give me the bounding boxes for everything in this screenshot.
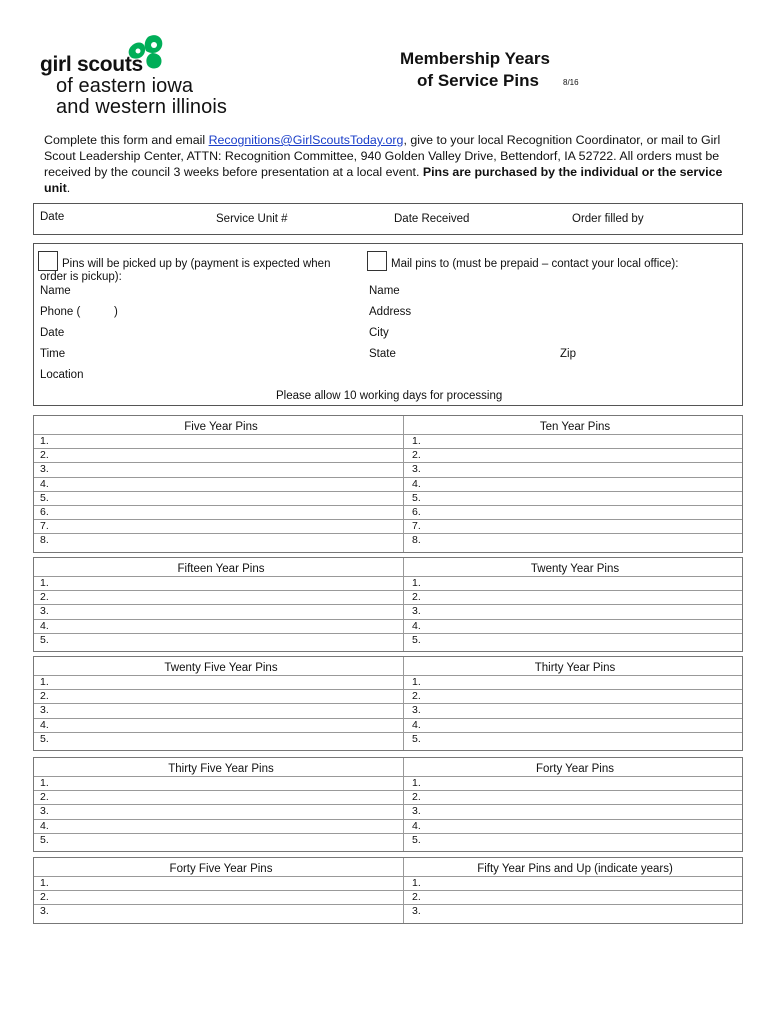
pin-table: [33, 557, 743, 652]
mail-city-label: City: [369, 327, 389, 339]
logo-line-3: and western illinois: [56, 96, 227, 118]
pin-column-heading: Forty Five Year Pins: [169, 863, 273, 875]
pin-row-number: 3.: [40, 704, 49, 717]
pin-row-line[interactable]: [34, 776, 742, 777]
pin-column-heading: Twenty Year Pins: [530, 563, 620, 575]
pin-row-number: 4.: [40, 477, 49, 490]
pin-row-line[interactable]: [34, 462, 742, 463]
pin-row-line[interactable]: [34, 633, 742, 634]
mail-checkbox[interactable]: [367, 251, 387, 271]
pin-row-number: 1.: [412, 676, 421, 688]
pin-row-number: 2.: [412, 591, 421, 604]
pin-row-number: 3.: [412, 805, 421, 818]
pin-row-number: 1.: [412, 877, 421, 889]
pin-row-line[interactable]: [34, 819, 742, 820]
pin-row-line[interactable]: [34, 703, 742, 704]
pin-table: [33, 757, 743, 852]
pin-row-number: 4.: [412, 718, 421, 731]
pickup-phone-close: ): [114, 306, 118, 318]
pin-row-number: 7.: [40, 520, 49, 533]
pin-row-number: 3.: [40, 463, 49, 476]
pin-row-line[interactable]: [34, 732, 742, 733]
pickup-name-label: Name: [40, 285, 71, 297]
intro-text-1: Complete this form and email: [44, 133, 209, 147]
intro-end: .: [66, 181, 71, 195]
mail-option-label: Mail pins to (must be prepaid – contact your local office):: [391, 258, 679, 270]
pin-row-line[interactable]: [34, 904, 742, 905]
pin-row-line[interactable]: [34, 519, 742, 520]
pin-row-line[interactable]: [34, 790, 742, 791]
pin-column-heading: Thirty Year Pins: [534, 662, 616, 674]
pin-row-number: 5.: [412, 491, 421, 504]
delivery-options-box: [33, 243, 743, 406]
logo-line-2: of eastern iowa: [56, 75, 194, 97]
pin-row-number: 1.: [40, 877, 49, 889]
pin-row-number: 8.: [412, 534, 421, 547]
pin-row-number: 4.: [412, 819, 421, 832]
pin-table: [33, 415, 743, 553]
pin-row-line[interactable]: [34, 477, 742, 478]
pin-row-number: 2.: [40, 690, 49, 703]
pin-row-number: 1.: [40, 577, 49, 589]
pin-row-number: 1.: [412, 435, 421, 447]
pin-row-number: 4.: [40, 819, 49, 832]
mail-state-label: State: [369, 348, 396, 360]
pin-row-number: 5.: [412, 732, 421, 745]
pin-row-number: 4.: [40, 718, 49, 731]
pin-column-heading: Five Year Pins: [184, 421, 258, 433]
pin-row-number: 3.: [412, 704, 421, 717]
pin-row-line[interactable]: [34, 576, 742, 577]
pin-column-heading: Fifteen Year Pins: [177, 563, 265, 575]
pin-row-number: 1.: [40, 435, 49, 447]
pin-row-number: 1.: [40, 777, 49, 789]
pin-row-number: 2.: [40, 449, 49, 462]
pin-row-line[interactable]: [34, 619, 742, 620]
intro-bold-text: Pins are purchased by the individual or the service unit: [44, 165, 723, 195]
processing-note: Please allow 10 working days for processing: [276, 390, 503, 402]
pin-row-number: 6.: [412, 506, 421, 518]
pickup-location-label: Location: [40, 369, 84, 381]
pin-row-line[interactable]: [34, 533, 742, 534]
order-info-row: [33, 203, 743, 235]
instructions-paragraph: [44, 132, 734, 196]
pin-row-number: 2.: [412, 791, 421, 804]
pickup-phone-label: Phone (: [40, 306, 81, 318]
pickup-option-label-2: order is pickup):: [40, 271, 122, 283]
pickup-checkbox[interactable]: [38, 251, 58, 271]
pin-row-number: 4.: [412, 619, 421, 632]
pin-row-line[interactable]: [34, 675, 742, 676]
form-title-line-2: of Service Pins: [417, 71, 539, 90]
pin-row-number: 1.: [412, 777, 421, 789]
pin-table: [33, 656, 743, 751]
pickup-time-label: Time: [40, 348, 66, 360]
pin-row-number: 3.: [412, 605, 421, 618]
pickup-option-label: Pins will be picked up by (payment is expected when: [62, 258, 331, 270]
pin-row-line[interactable]: [34, 804, 742, 805]
pin-row-number: 3.: [40, 905, 49, 918]
form-code: 8/16: [563, 78, 579, 87]
pin-column-heading: Fifty Year Pins and Up (indicate years): [477, 863, 673, 875]
pin-row-number: 3.: [412, 463, 421, 476]
pin-row-line[interactable]: [34, 833, 742, 834]
pin-row-number: 4.: [40, 619, 49, 632]
pin-row-number: 5.: [40, 833, 49, 846]
pin-row-number: 3.: [40, 605, 49, 618]
logo-wordmark: girl scouts: [40, 53, 143, 76]
pin-row-line[interactable]: [34, 434, 742, 435]
pin-row-number: 2.: [412, 690, 421, 703]
pin-row-line[interactable]: [34, 491, 742, 492]
order-filled-label: Order filled by: [572, 213, 644, 225]
pin-row-number: 2.: [40, 791, 49, 804]
pin-row-number: 1.: [412, 577, 421, 589]
pin-row-line[interactable]: [34, 890, 742, 891]
pin-column-heading: Twenty Five Year Pins: [164, 662, 278, 674]
mail-name-label: Name: [369, 285, 400, 297]
pin-row-number: 2.: [412, 891, 421, 904]
intro-text-2: , give to your local Recognition Coordinator, or mail to Girl Scout Leadership Center, ATTN: Recognition Committee, 940 Golden Valley Drive, Bettendorf, IA 52722. All orders must be received by the council 3 weeks before presentation at a local event.: [44, 133, 721, 179]
pin-row-number: 5.: [412, 633, 421, 646]
pin-row-number: 2.: [412, 449, 421, 462]
pin-row-number: 3.: [412, 905, 421, 918]
column-divider: [403, 416, 404, 552]
pin-column-heading: Ten Year Pins: [539, 421, 611, 433]
service-unit-label: Service Unit #: [216, 213, 288, 225]
pin-row-line[interactable]: [34, 604, 742, 605]
pin-row-number: 4.: [412, 477, 421, 490]
pin-row-line[interactable]: [34, 505, 742, 506]
email-link[interactable]: Recognitions@GirlScoutsToday.org: [208, 133, 404, 147]
form-title-line-1: Membership Years: [400, 49, 550, 68]
pin-row-number: 6.: [40, 506, 49, 518]
pin-column-heading: Forty Year Pins: [536, 763, 614, 775]
pin-row-number: 8.: [40, 534, 49, 547]
pin-row-number: 3.: [40, 805, 49, 818]
pin-row-line[interactable]: [34, 590, 742, 591]
pin-row-number: 7.: [412, 520, 421, 533]
pin-row-number: 1.: [40, 676, 49, 688]
pin-row-number: 2.: [40, 591, 49, 604]
pin-row-line[interactable]: [34, 718, 742, 719]
pin-row-line[interactable]: [34, 448, 742, 449]
date-label: Date: [40, 211, 65, 223]
date-received-label: Date Received: [394, 213, 470, 225]
pickup-date-label: Date: [40, 327, 65, 339]
pin-row-number: 5.: [40, 732, 49, 745]
pin-row-line[interactable]: [34, 876, 742, 877]
pin-row-number: 5.: [412, 833, 421, 846]
pin-column-heading: Thirty Five Year Pins: [168, 763, 274, 775]
pin-row-line[interactable]: [34, 689, 742, 690]
pin-row-number: 5.: [40, 633, 49, 646]
mail-zip-label: Zip: [560, 348, 576, 360]
pin-row-number: 2.: [40, 891, 49, 904]
pin-table: [33, 857, 743, 924]
mail-address-label: Address: [369, 306, 412, 318]
pin-row-number: 5.: [40, 491, 49, 504]
